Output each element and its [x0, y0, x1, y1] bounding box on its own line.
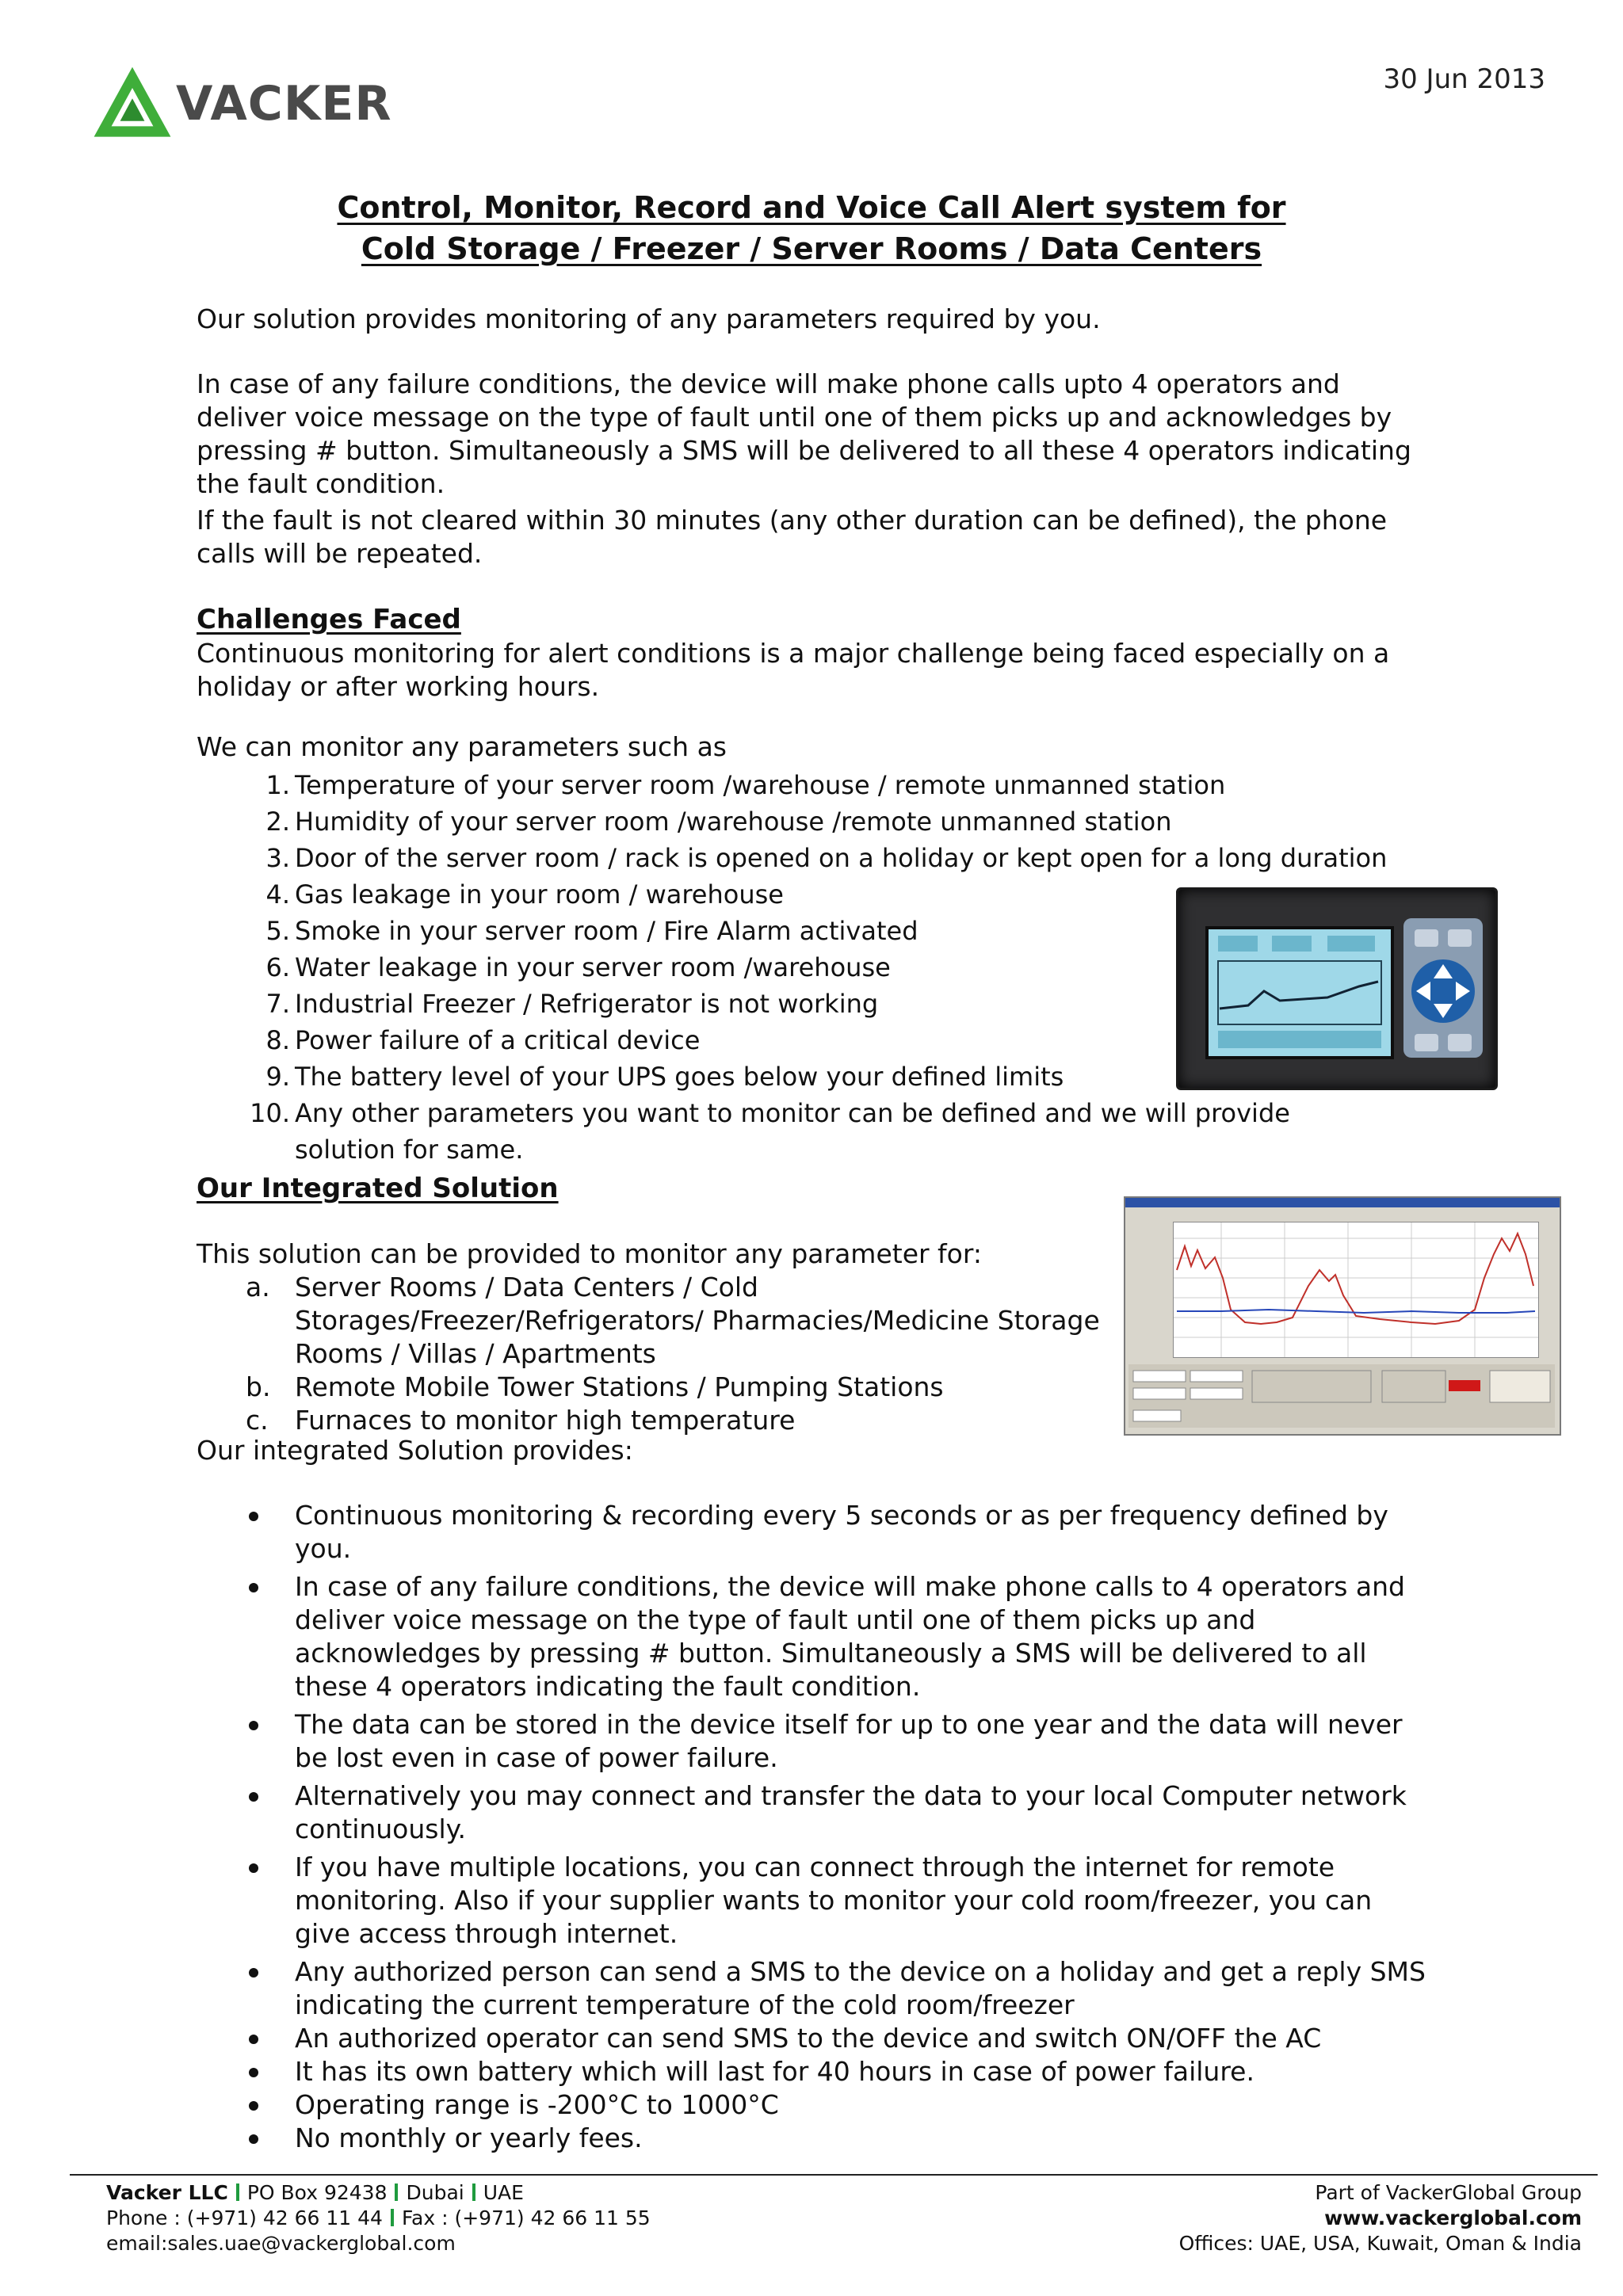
list-item: 3. Door of the server room / rack is opened on a holiday or kept open for a long duration: [265, 843, 1388, 873]
solution-lead: This solution can be provided to monitor any parameter for:: [197, 1238, 982, 1269]
list-item: In case of any failure conditions, the device will make phone calls to 4 operators and deliver voice message on the type of fault until one of them picks up and acknowledges by pressing # button. Simultaneously a SMS will be delivered to all these 4 operators indicating the fault condition.: [197, 1570, 1433, 1703]
list-item: 4. Gas leakage in your room / warehouse: [265, 879, 784, 910]
list-item: The data can be stored in the device itself for up to one year and the data will never be lost even in case of power failure.: [197, 1708, 1433, 1775]
bullet-icon: [249, 1968, 258, 1978]
challenges-text: Continuous monitoring for alert conditions is a major challenge being faced especially on a holiday or after working hours.: [197, 638, 1390, 702]
vacker-logo: [89, 62, 392, 149]
provides-lead: Our integrated Solution provides:: [197, 1435, 633, 1466]
list-item: a. Server Rooms / Data Centers / Cold Storages/Freezer/Refrigerators/ Pharmacies/Medicine Storage Rooms / Villas / Apartments: [246, 1272, 1100, 1369]
list-item: Alternatively you may connect and transfer the data to your local Computer network continuously.: [197, 1779, 1433, 1846]
control-panel: [1128, 1364, 1555, 1428]
list-item: No monthly or yearly fees.: [197, 2122, 1433, 2155]
document-date: 30 Jun 2013: [1383, 63, 1545, 95]
bullet-icon: [249, 1721, 258, 1730]
solution-features-list: [197, 1499, 1433, 2155]
list-item: If you have multiple locations, you can connect through the internet for remote monitoring. Also if your supplier wants to monitor your cold room/freezer, you can give access through internet.: [197, 1851, 1433, 1951]
list-item: It has its own battery which will last for 40 hours in case of power failure.: [197, 2055, 1433, 2088]
page-title-line-2: Cold Storage / Freezer / Server Rooms / Data Centers: [361, 231, 1262, 266]
list-item: 6. Water leakage in your server room /warehouse: [265, 952, 891, 982]
device-keypad: [1403, 918, 1483, 1058]
list-item: 5. Smoke in your server room / Fire Alarm activated: [265, 916, 918, 946]
list-item: 9. The battery level of your UPS goes below your defined limits: [265, 1062, 1064, 1092]
challenges-heading: Challenges Faced: [197, 604, 461, 635]
footer-website-link[interactable]: www.vackerglobal.com: [1324, 2206, 1582, 2229]
temperature-recorder-screenshot: [1124, 1196, 1561, 1436]
footer-phone: Phone : (+971) 42 66 11 44: [106, 2206, 383, 2229]
list-item: 8. Power failure of a critical device: [265, 1025, 701, 1055]
list-item: 1. Temperature of your server room /warehouse / remote unmanned station: [265, 770, 1226, 800]
bullet-icon: [249, 2134, 258, 2144]
footer-offices: Offices: UAE, USA, Kuwait, Oman & India: [1178, 2232, 1582, 2255]
footer-company: Vacker LLC: [106, 2181, 228, 2204]
vacker-logo-mark-icon: [89, 62, 176, 149]
bullet-icon: [249, 2101, 258, 2111]
bullet-icon: [249, 2068, 258, 2077]
window-title-bar: [1125, 1198, 1560, 1207]
intro-paragraph-2: In case of any failure conditions, the device will make phone calls upto 4 operators and deliver voice message on the type of fault until one of them picks up and acknowledges by pressing # button. Simultaneously a SMS will be delivered to all these 4 operators indicating the fault condition.: [197, 368, 1411, 499]
parameters-lead: We can monitor any parameters such as: [197, 731, 727, 762]
list-item: An authorized operator can send SMS to the device and switch ON/OFF the AC: [197, 2022, 1433, 2055]
bullet-icon: [249, 2035, 258, 2044]
list-item: 7. Industrial Freezer / Refrigerator is not working: [265, 989, 879, 1019]
brand-name: VACKER: [176, 76, 392, 132]
footer-city: Dubai: [406, 2181, 464, 2204]
list-item: Any authorized person can send a SMS to the device on a holiday and get a reply SMS indicating the current temperature of the cold room/freezer: [197, 1955, 1433, 2022]
list-item: Continuous monitoring & recording every 5 seconds or as per frequency defined by you.: [197, 1499, 1433, 1566]
footer-divider: [70, 2174, 1598, 2176]
solution-heading: Our Integrated Solution: [197, 1173, 559, 1204]
list-item: 10. Any other parameters you want to monitor can be defined and we will provide solution for same.: [250, 1098, 1290, 1165]
list-item: 2. Humidity of your server room /warehouse /remote unmanned station: [265, 807, 1172, 837]
footer-contact: [106, 2180, 651, 2256]
solution-targets-list: [197, 1271, 1148, 1437]
list-item: Operating range is -200°C to 1000°C: [197, 2088, 1433, 2122]
monitoring-device-image: [1176, 887, 1498, 1090]
intro-paragraph-3: If the fault is not cleared within 30 minutes (any other duration can be defined), the phone calls will be repeated.: [197, 505, 1388, 569]
bullet-icon: [249, 1512, 258, 1521]
intro-paragraph-1: Our solution provides monitoring of any parameters required by you.: [197, 303, 1101, 334]
list-item: b. Remote Mobile Tower Stations / Pumping Stations: [246, 1371, 944, 1402]
footer-group: Part of VackerGlobal Group: [1315, 2181, 1582, 2204]
temperature-graph: [1173, 1222, 1539, 1358]
footer-country: UAE: [483, 2181, 524, 2204]
list-item: c. Furnaces to monitor high temperature: [246, 1405, 796, 1436]
footer-fax: Fax : (+971) 42 66 11 55: [401, 2206, 651, 2229]
bullet-icon: [249, 1863, 258, 1873]
footer-po-box: PO Box 92438: [246, 2181, 388, 2204]
bullet-icon: [249, 1792, 258, 1802]
footer-group-info: [1179, 2180, 1582, 2256]
device-screen: [1205, 926, 1394, 1059]
bullet-icon: [249, 1583, 258, 1592]
page-title-line-1: Control, Monitor, Record and Voice Call Alert system for: [337, 190, 1286, 225]
footer-email[interactable]: email:sales.uae@vackerglobal.com: [106, 2232, 456, 2255]
